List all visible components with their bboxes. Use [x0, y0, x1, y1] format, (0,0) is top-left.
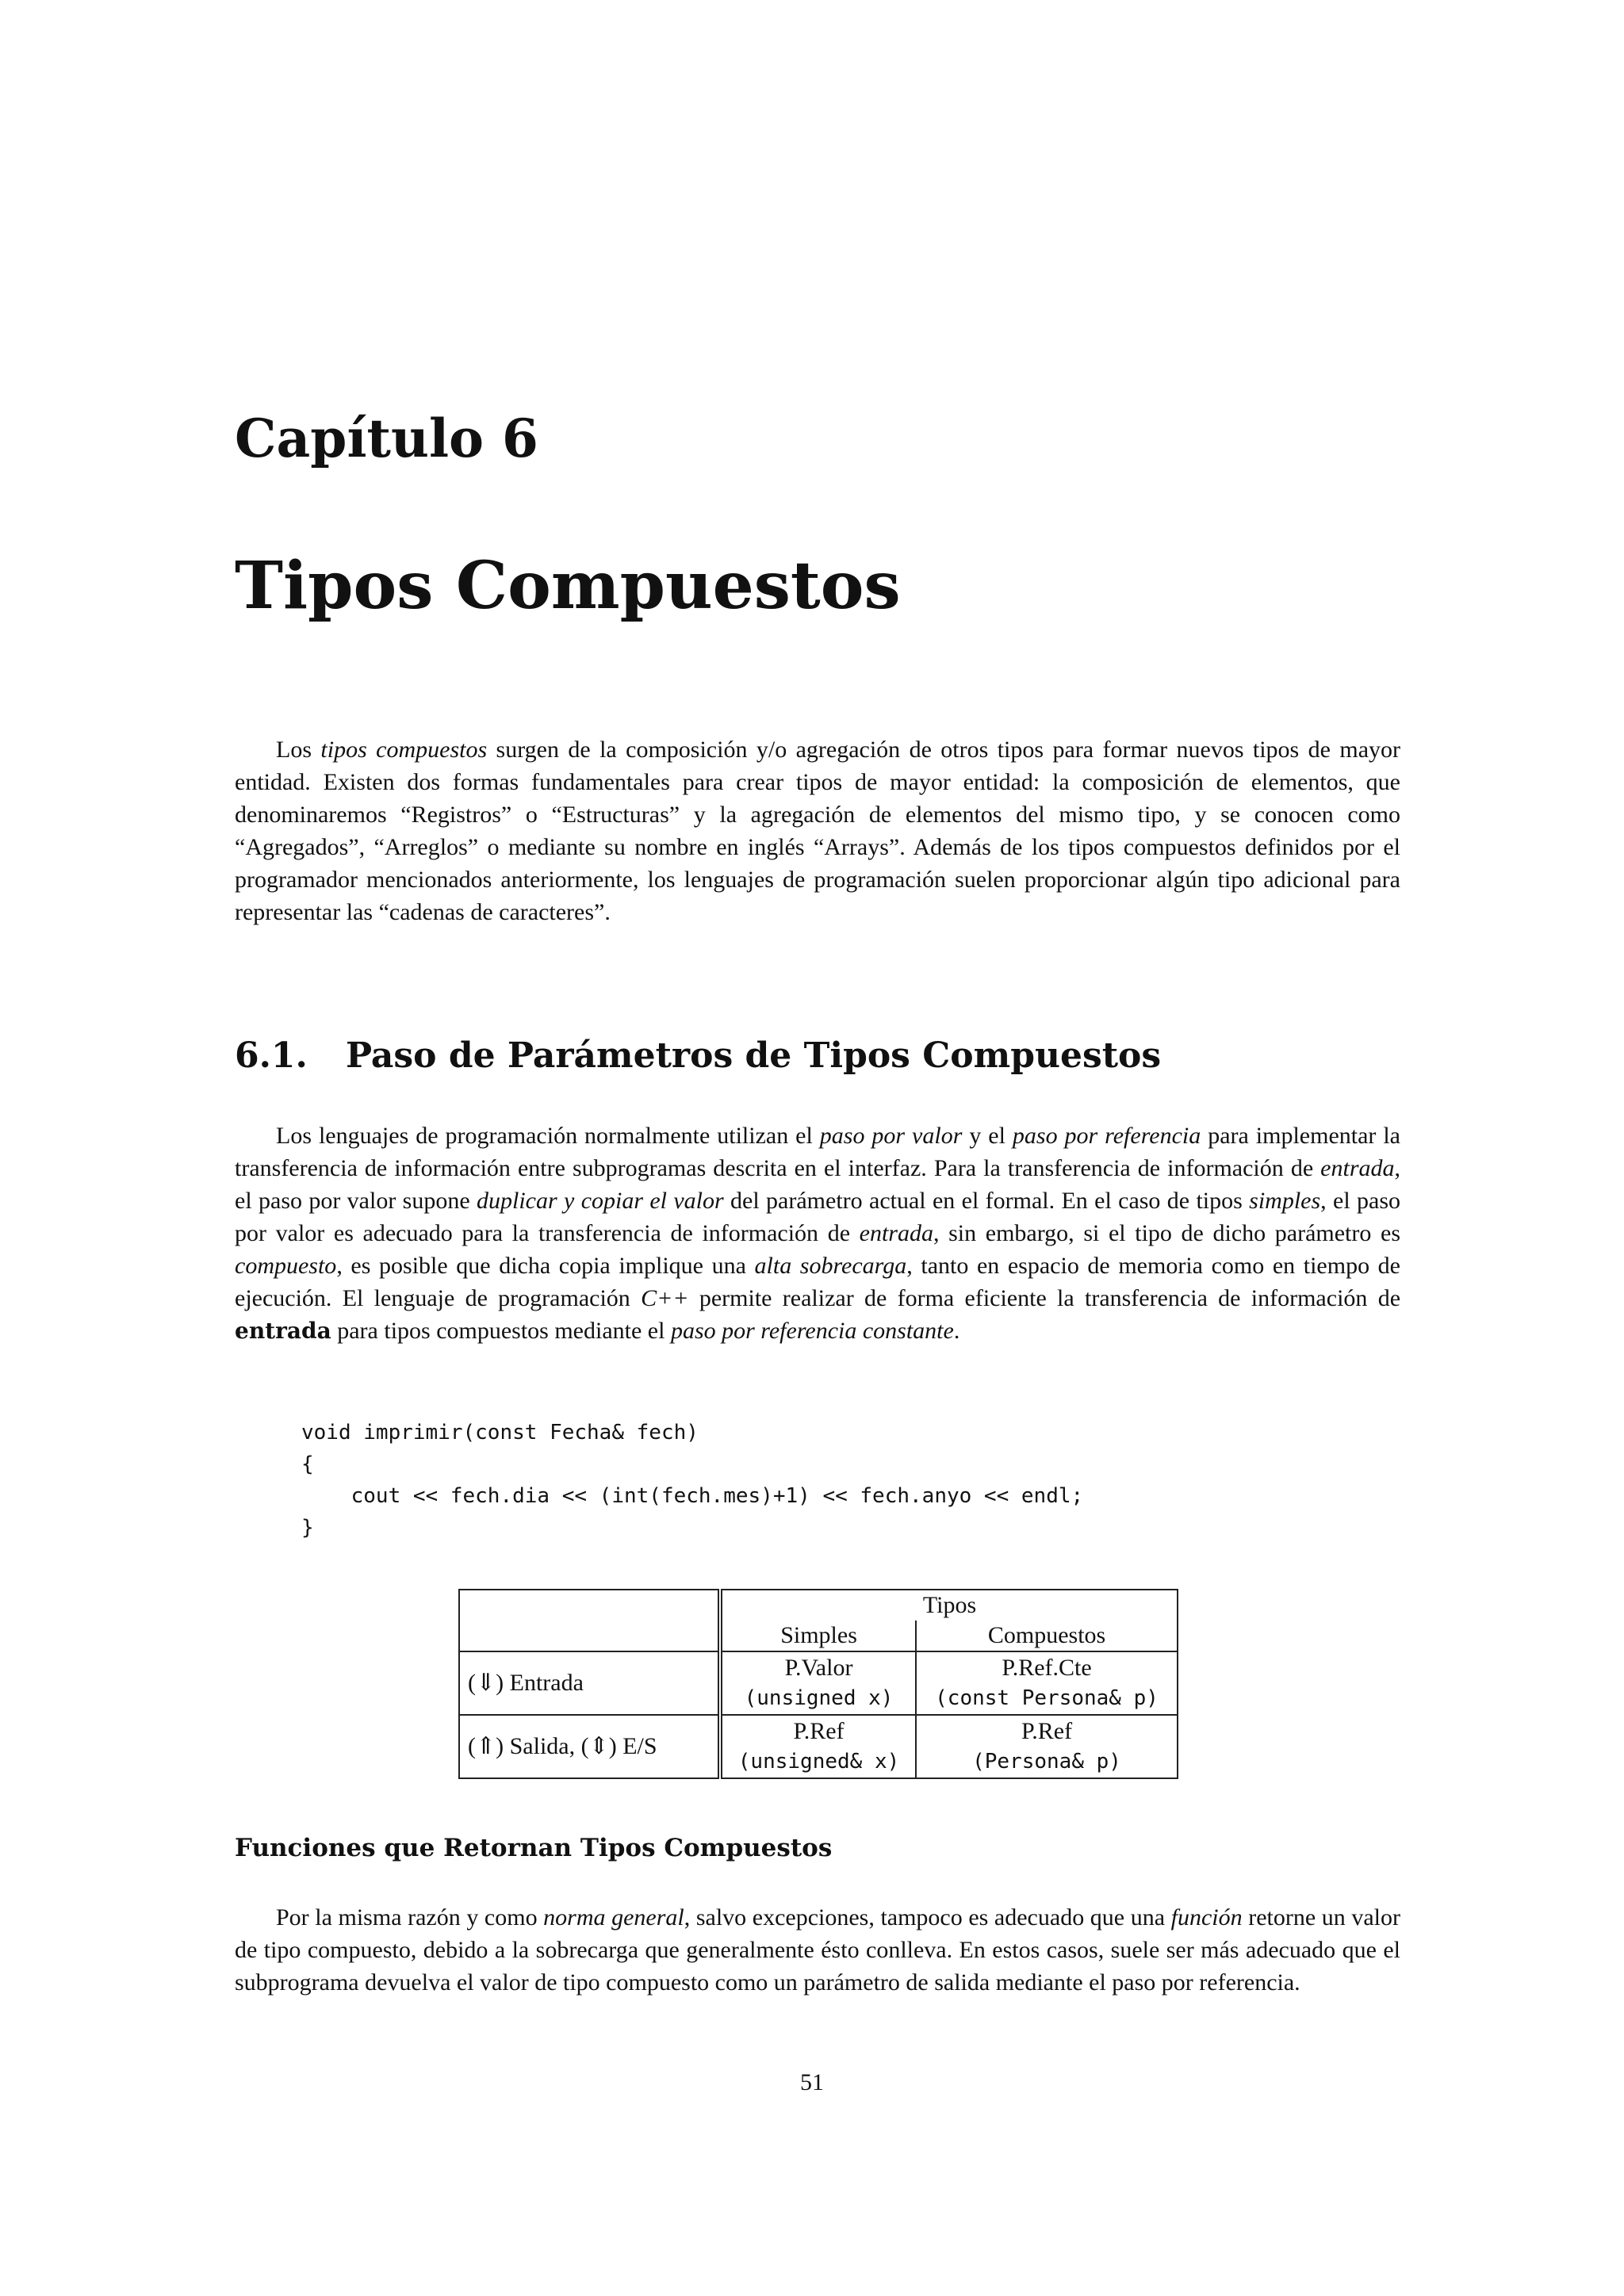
parameter-passing-table	[458, 1589, 1178, 1779]
code-line: void imprimir(const Fecha& fech)	[301, 1421, 699, 1445]
row-label-entrada: (⇓) Entrada	[459, 1651, 720, 1715]
table-corner-cell	[459, 1590, 720, 1651]
section-paragraph: Los lenguajes de programación normalmente utilizan el paso por valor y el paso por referencia para implementar la transferencia de información entre subprogramas descrita en el interfaz. Para la transferencia de información de entrada, el paso por valor supone duplicar y copiar el valor del parámetro actual en el formal. En el caso de tipos simples, el paso por valor es adecuado para la transferencia de información de entrada, sin embargo, si el tipo de dicho parámetro es compuesto, es posible que dicha copia implique una alta sobrecarga, tanto en espacio de memoria como en tiempo de ejecución. El lenguaje de programación C++ permite realizar de forma eficiente la transferencia de información de entrada para tipos compuestos mediante el paso por referencia constante.	[235, 1123, 1401, 1344]
table-cell: P.Ref (Persona& p)	[916, 1715, 1178, 1778]
code-line: cout << fech.dia << (int(fech.mes)+1) << fech.anyo << endl;	[301, 1484, 1084, 1508]
page-number: 51	[800, 2069, 824, 2095]
table-row	[459, 1651, 1178, 1715]
section-heading	[235, 1035, 1162, 1076]
code-line: {	[301, 1452, 314, 1476]
functions-paragraph: Por la misma razón y como norma general, salvo excepciones, tampoco es adecuado que una función retorne un valor de tipo compuesto, debido a la sobrecarga que generalmente ésto conlleva. En estos casos, suele ser más adecuado que el subprograma devuelva el valor de tipo compuesto como un parámetro de salida mediante el paso por referencia.	[235, 1904, 1400, 1996]
section-title: Paso de Parámetros de Tipos Compuestos	[346, 1035, 1162, 1076]
intro-paragraph: Los tipos compuestos surgen de la composición y/o agregación de otros tipos para formar nuevos tipos de mayor entidad. Existen dos formas fundamentales para crear tipos de mayor entidad: la composición de elementos, que denominaremos “Registros” o “Estructuras” y la agregación de elementos del mismo tipo, y se conocen como “Agregados”, “Arreglos” o mediante su nombre en inglés “Arrays”. Además de los tipos compuestos definidos por el programador mencionados anteriormente, los lenguajes de programación suelen proporcionar algún tipo adicional para representar las “cadenas de caracteres”.	[235, 737, 1400, 925]
table-header-tipos: Tipos	[720, 1590, 1178, 1621]
chapter-title: Tipos Compuestos	[235, 548, 901, 624]
table-row	[459, 1715, 1178, 1778]
section-number: 6.1.	[235, 1035, 308, 1076]
table-cell: P.Ref (unsigned& x)	[720, 1715, 916, 1778]
subsection-title: Funciones que Retornan Tipos Compuestos	[235, 1834, 833, 1862]
table-cell: P.Ref.Cte (const Persona& p)	[916, 1651, 1178, 1715]
code-listing	[301, 1417, 1083, 1544]
table-header-simples: Simples	[720, 1621, 916, 1651]
table-header-compuestos: Compuestos	[916, 1621, 1178, 1651]
code-line: }	[301, 1516, 314, 1540]
table-cell: P.Valor (unsigned x)	[720, 1651, 916, 1715]
chapter-label: Capítulo 6	[235, 408, 538, 469]
row-label-salida: (⇑) Salida, (⇕) E/S	[459, 1715, 720, 1778]
